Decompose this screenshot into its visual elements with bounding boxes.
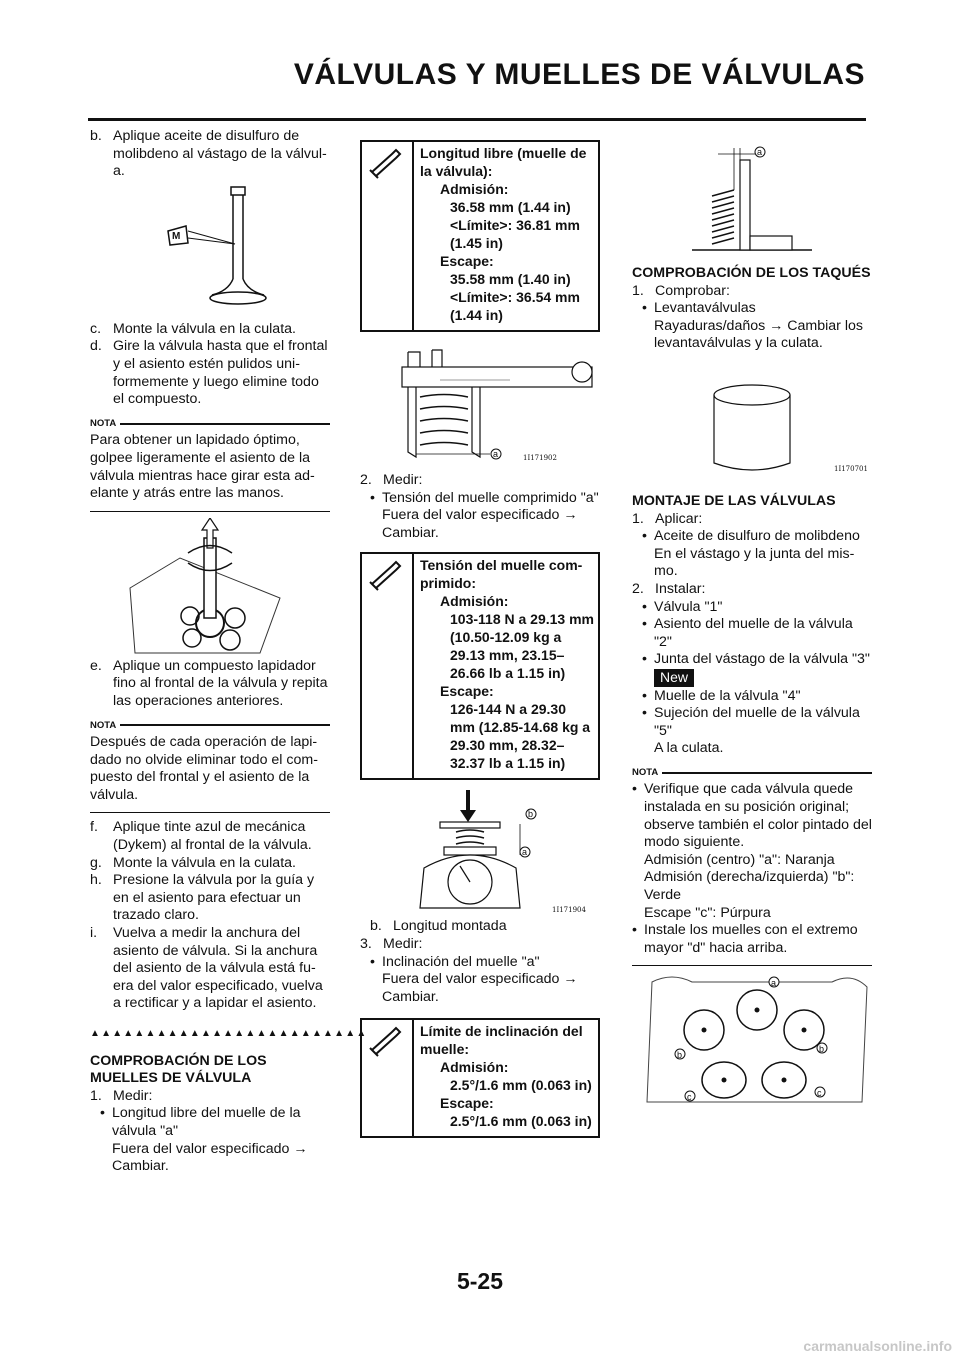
assembly-step-2: 2. Instalar: [632,580,706,597]
caliper-spec-icon-3 [362,1020,414,1136]
page-title: VÁLVULAS Y MUELLES DE VÁLVULAS [293,58,865,91]
nota-2: NOTA Después de cada operación de lapi-dado no olvide eliminar todo el com-puesto del frontal y el asiento de la válvula. [90,717,330,814]
nota-1: NOTA Para obtener un lapidado óptimo, golpee ligeramente el asiento de la válvula mientras hace girar esta ad-elante y atrás entre las manos. [90,415,330,512]
tappet-figure-code: 1I170701 [834,464,868,473]
tappet-figure [632,353,872,493]
head-label-b-left: b [677,1050,683,1061]
step-2: 2. Medir: [360,472,423,488]
section-heading-assembly: MONTAJE DE LAS VÁLVULAS [632,492,836,509]
section-heading-tappets: COMPROBACIÓN DE LOS TAQUÉS [632,265,871,281]
caliper-spec-icon [362,142,414,330]
caliper-spec-icon-2 [362,554,414,778]
caliper-figure [360,332,600,472]
install-bullet-2: • Asiento del muelle de la válvula "2" [642,616,853,650]
install-bullet-4: • Muelle de la válvula "4" [642,687,801,704]
column-2 [360,140,600,1138]
cylinder-head-figure [632,972,872,1107]
install-bullet-5: • Sujeción del muelle de la válvula "5" [642,705,860,739]
spec-compressed-tension: Tensión del muelle com-primido: Admisión: 103-118 N a 29.13 mm (10.50-12.09 kg a 29.13 mm, 23.15–26.66 lb a 1.15 in) Escape: 126-144 N a 29.30 mm (12.85-14.68 kg a 29.30 mm, 28.32–32.37 lb a 1.15 in) [360,552,600,780]
assembly-step-1-sub: En el vástago y la junta del mis-mo. [654,545,855,580]
spring-step-1: 1. Medir: [90,1087,153,1104]
step-d: d. Gire la válvula hasta que el frontal y el asiento estén pulidos uni-formemente y luego elimine todo el compuesto. [90,338,328,408]
head-label-c-left: c [687,1092,692,1103]
step-3-bullet: • Inclinación del muelle "a" [370,953,540,970]
column-1 [90,128,368,1176]
spring-scale-figure [360,780,600,918]
step-b: b. Aplique aceite de disulfuro de molibdeno al vástago de la válvul-a. [90,128,327,180]
caliper-label-a: a [493,449,499,459]
step-i: i. Vuelva a medir la anchura del asiento de válvula. Si la anchura del asiento de la válvula está fu-era del valor especificado, vuelva a rectificar y a lapidar el asiento. [90,925,323,1012]
tappet-bullet: • Levantaválvulas [642,300,756,317]
install-bullet-1: • Válvula "1" [642,598,723,615]
valve-oil-figure [90,181,330,321]
lapping-figure [90,518,330,658]
footer-watermark: carmanualsonline.info [803,1338,952,1354]
caption-b: b. Longitud montada [370,918,507,935]
install-target: A la culata. [654,740,724,757]
tappet-step-1: 1. Comprobar: [632,282,730,299]
step-2-bullet: • Tensión del muelle comprimido "a" [370,489,599,506]
column-3 [632,140,872,1107]
spring-step-1-bullet: • Longitud libre del muelle de la válvula "a" [100,1105,301,1139]
step-3: 3. Medir: [360,935,423,952]
step-g: g. Monte la válvula en la culata. [90,854,296,871]
scale-figure-code: 1I171904 [552,906,586,915]
moly-oil-label: M [172,230,181,242]
end-of-procedure-marker: ▲▲▲▲▲▲▲▲▲▲▲▲▲▲▲▲▲▲▲▲▲▲▲▲▲ [90,1028,368,1039]
scale-label-a: a [522,847,528,858]
nota-3: NOTA • Verifique que cada válvula quede instalada en su posición original; observe también el color pintado del modo siguiente. Admisión (centro) "a": Naranja Admisión (derecha/izquierda) "b": Verde Escape "c": Púrpura • Instale los muelles con el extremo mayor "d" hacia arriba. [632,764,872,967]
section-heading-springs: COMPROBACIÓN DE LOS MUELLES DE VÁLVULA [90,1052,267,1087]
assembly-step-1-bullet: • Aceite de disulfuro de molibdeno [642,528,860,545]
new-part-badge: New [654,669,694,687]
head-label-b-right: b [819,1044,825,1055]
scale-label-b: b [528,809,534,820]
spring-tilt-figure [632,140,872,265]
tappet-out: Rayaduras/daños → Cambiar los levantaválvulas y la culata. [654,317,863,352]
step-c: c. Monte la válvula en la culata. [90,320,296,337]
step-3-out: Fuera del valor especificado → Cambiar. [382,971,578,1005]
title-rule [88,118,866,121]
caliper-figure-code: 1I171902 [523,454,557,462]
spec-spring-tilt: Límite de inclinación del muelle: Admisión: 2.5°/1.6 mm (0.063 in) Escape: 2.5°/1.6 mm (0.063 in) [360,1018,600,1138]
head-label-a: a [771,978,777,989]
step-f: f. Aplique tinte azul de mecánica (Dykem) al frontal de la válvula. [90,819,312,854]
install-bullet-3: • Junta del vástago de la válvula "3" [642,651,870,668]
spring-step-1-out: Fuera del valor especificado → Cambiar. [112,1140,308,1175]
step-e: e. Aplique un compuesto lapidador fino al frontal de la válvula y repita las operaciones anteriores. [90,657,328,709]
head-label-c-right: c [817,1088,822,1099]
step-2-out: Fuera del valor especificado → Cambiar. [382,507,578,541]
spec-free-length: Longitud libre (muelle de la válvula): Admisión: 36.58 mm (1.44 in) <Límite>: 36.81 mm (1.45 in) Escape: 35.58 mm (1.40 in) <Límite>: 36.54 mm (1.44 in) [360,140,600,332]
step-h: h. Presione la válvula por la guía y en el asiento para efectuar un trazado claro. [90,872,315,924]
page-number: 5-25 [456,1268,504,1294]
assembly-step-1: 1. Aplicar: [632,510,703,527]
tilt-label-a: a [757,147,763,157]
